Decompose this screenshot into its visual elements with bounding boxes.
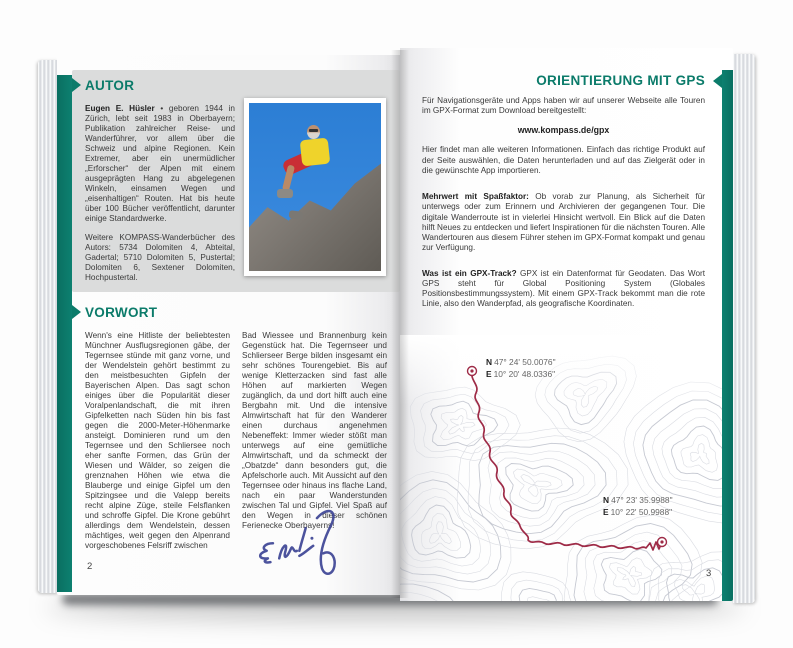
autor-heading-arrow-icon (72, 78, 81, 92)
waypoint-marker-start (468, 367, 477, 376)
author-signature (255, 503, 350, 581)
benefit-lead: Mehrwert mit Spaßfaktor: (422, 192, 529, 202)
page-edges-right (733, 54, 755, 603)
figure-head (307, 125, 320, 139)
gps-heading: ORIENTIERUNG MIT GPS (536, 73, 705, 88)
vorwort-column-1: Wenn's eine Hitliste der beliebtesten Münchner Ausflugsregionen gäbe, der Tegernsee stünde mit ganz vorne, und der Wendelstein gehört bestimmt zu den meistbesuchten Gipfeln der Bayerischen Alpen. Das sagt schon einiges über die Popularität dieser Voralpenlandschaft, die mit ihren Gipfelketten nach Süden hin bis fast gegen die 2000-Meter-Höhenmarke ansteigt. Dominieren rund um den Tegernsee und den Schliersee noch eher sanfte Formen, das Grün der Wiesen und Wälder, so zeigen die grenznahen Höhen wie etwa die Blauberge und einige Gipfel um den Spitzingsee und die Valepp bereits recht alpine Züge, steile Felsflanken und schroffe Gipfel. Die Krone gebührt allerdings dem Wendelstein, dessen mächtiges, weit gegen den Alpenrand vorgeschobenes Felsriff zwischen (85, 331, 230, 550)
coord-n-value: 47° 23' 35.9988" (611, 495, 673, 505)
gps-text-block (422, 96, 705, 310)
vorwort-heading-arrow-icon (72, 305, 81, 319)
right-page (400, 48, 733, 601)
benefit-text: Ob vorab zur Planung, als Sicherheit für unterwegs oder zum Erinnern und Archivieren der gegangenen Tour. Die digitale Wanderroute ist in vielerlei Hinsicht wertvoll. Ein Blick auf die Daten hilft Neues zu entdecken und liefert Inspirationen für die nächsten Touren. Alle Wandertouren aus diesem Führer stehen im GPX-Format kompakt und genau zur Verfügung. (422, 192, 706, 253)
kompass-gpx-url: www.kompass.de/gpx (517, 124, 610, 135)
gps-intro: Für Navigationsgeräte und Apps haben wir auf unserer Webseite alle Touren im GPX-Format zum Download bereitgestellt: (422, 96, 705, 116)
map-top-fade (400, 335, 722, 405)
coord-e-label: E (603, 506, 609, 517)
coord-n-label: N (486, 357, 493, 367)
waypoint-start-coordinates (486, 357, 556, 381)
figure-boot (277, 189, 293, 198)
author-photo (244, 98, 386, 276)
author-bio-text: • geboren 1944 in Zürich, lebt seit 1983 in Oberbayern; Publikation zahlreicher Reise- und Wanderführer, vor allem über die Schweiz und alpine Regionen. Kein Extremer, aber ein unermüdlicher „Erforscher“ der Alpen mit einem ausgeprägten Hang zu abgelegenen Winkeln, einsamen Wegen und „eisenhaltigen“ Routen. Hat bis heute über 100 Bücher veröffentlicht, darunter einige Standardwerke. (85, 104, 235, 223)
gps-benefit-paragraph (422, 192, 705, 254)
waypoint-end-coordinates (603, 495, 673, 519)
book-spine-fold (391, 50, 409, 598)
left-accent-strip (57, 75, 72, 592)
coord-e-label: E (486, 368, 492, 379)
author-bio (85, 104, 235, 292)
page-number-left: 2 (87, 561, 93, 572)
page-number-right: 3 (706, 568, 712, 579)
left-page (57, 55, 400, 595)
vorwort-heading: VORWORT (85, 305, 158, 320)
figure-sunglasses (309, 129, 318, 132)
author-bio-paragraph (85, 104, 235, 224)
author-name: Eugen E. Hüsler (85, 104, 155, 113)
gps-info: Hier findet man alle weiteren Informationen. Einfach das richtige Produkt auf der Seite auswählen, die Daten herunterladen und auf das Zielgerät oder in die gewünschte App importieren. (422, 145, 705, 175)
gpx-lead: Was ist ein GPX-Track? (422, 268, 517, 278)
page-edges-left (38, 60, 58, 593)
autor-section (72, 70, 400, 292)
coord-n-label: N (603, 495, 610, 505)
figure-boot-2 (289, 210, 304, 220)
gpx-text: GPX ist ein Datenformat für Geodaten. Das Wort GPS steht für Global Positioning System (Globales Positionsbestimmungssystem). Mit einem GPX-Track bekommt man die rote Linie, also den Wanderpfad, als geografische Koordinaten. (422, 268, 705, 309)
right-accent-strip (722, 70, 733, 601)
coord-e-value: 10° 22' 50.9988" (610, 506, 673, 517)
author-photo-image (249, 103, 381, 271)
coord-e-value: 10° 20' 48.0336" (493, 368, 556, 379)
author-books-paragraph: Weitere KOMPASS-Wanderbücher des Autors: 5734 Dolomiten 4, Abteital, Gadertal; 5710 Dolomiten 5, Pustertal; Dolomiten 6, Sextener Dolomiten, Hochpustertal. (85, 233, 235, 282)
gps-map-canvas (400, 335, 722, 601)
coord-n-value: 47° 24' 50.0076" (494, 357, 556, 367)
waypoint-marker-end (658, 538, 667, 547)
vorwort-column-2: Bad Wiessee und Brannenburg kein Gegenstück hat. Die Tegernseer und Schlierseer Berge bilden insgesamt ein sehr schönes Tourengebiet. Bis auf wenige Kletterzacken sind fast alle Höhen auf markierten Wegen zugänglich, da und dort hilft auch eine Bergbahn mit. Und die intensive Almwirtschaft hat für den Wanderer einen durchaus angenehmen Nebeneffekt: Immer wieder stößt man unterwegs auf eine gemütliche Almwirtschaft, und da schmeckt der „Obatzde“ dann besonders gut, die Apfelschorle auch. Mit Aussicht auf den Tegernsee oder hinaus ins flache Land, nach ein paar Wanderstunden zwischen Tal und Gipfel. Viel Spaß auf den Wegen in dieser schönen Ferienecke Oberbayerns! (242, 331, 387, 530)
gps-heading-arrow-icon (713, 74, 722, 88)
gpx-definition-paragraph (422, 269, 705, 310)
figure-shirt (300, 138, 331, 167)
gps-map (400, 335, 722, 601)
autor-heading: AUTOR (85, 78, 135, 93)
